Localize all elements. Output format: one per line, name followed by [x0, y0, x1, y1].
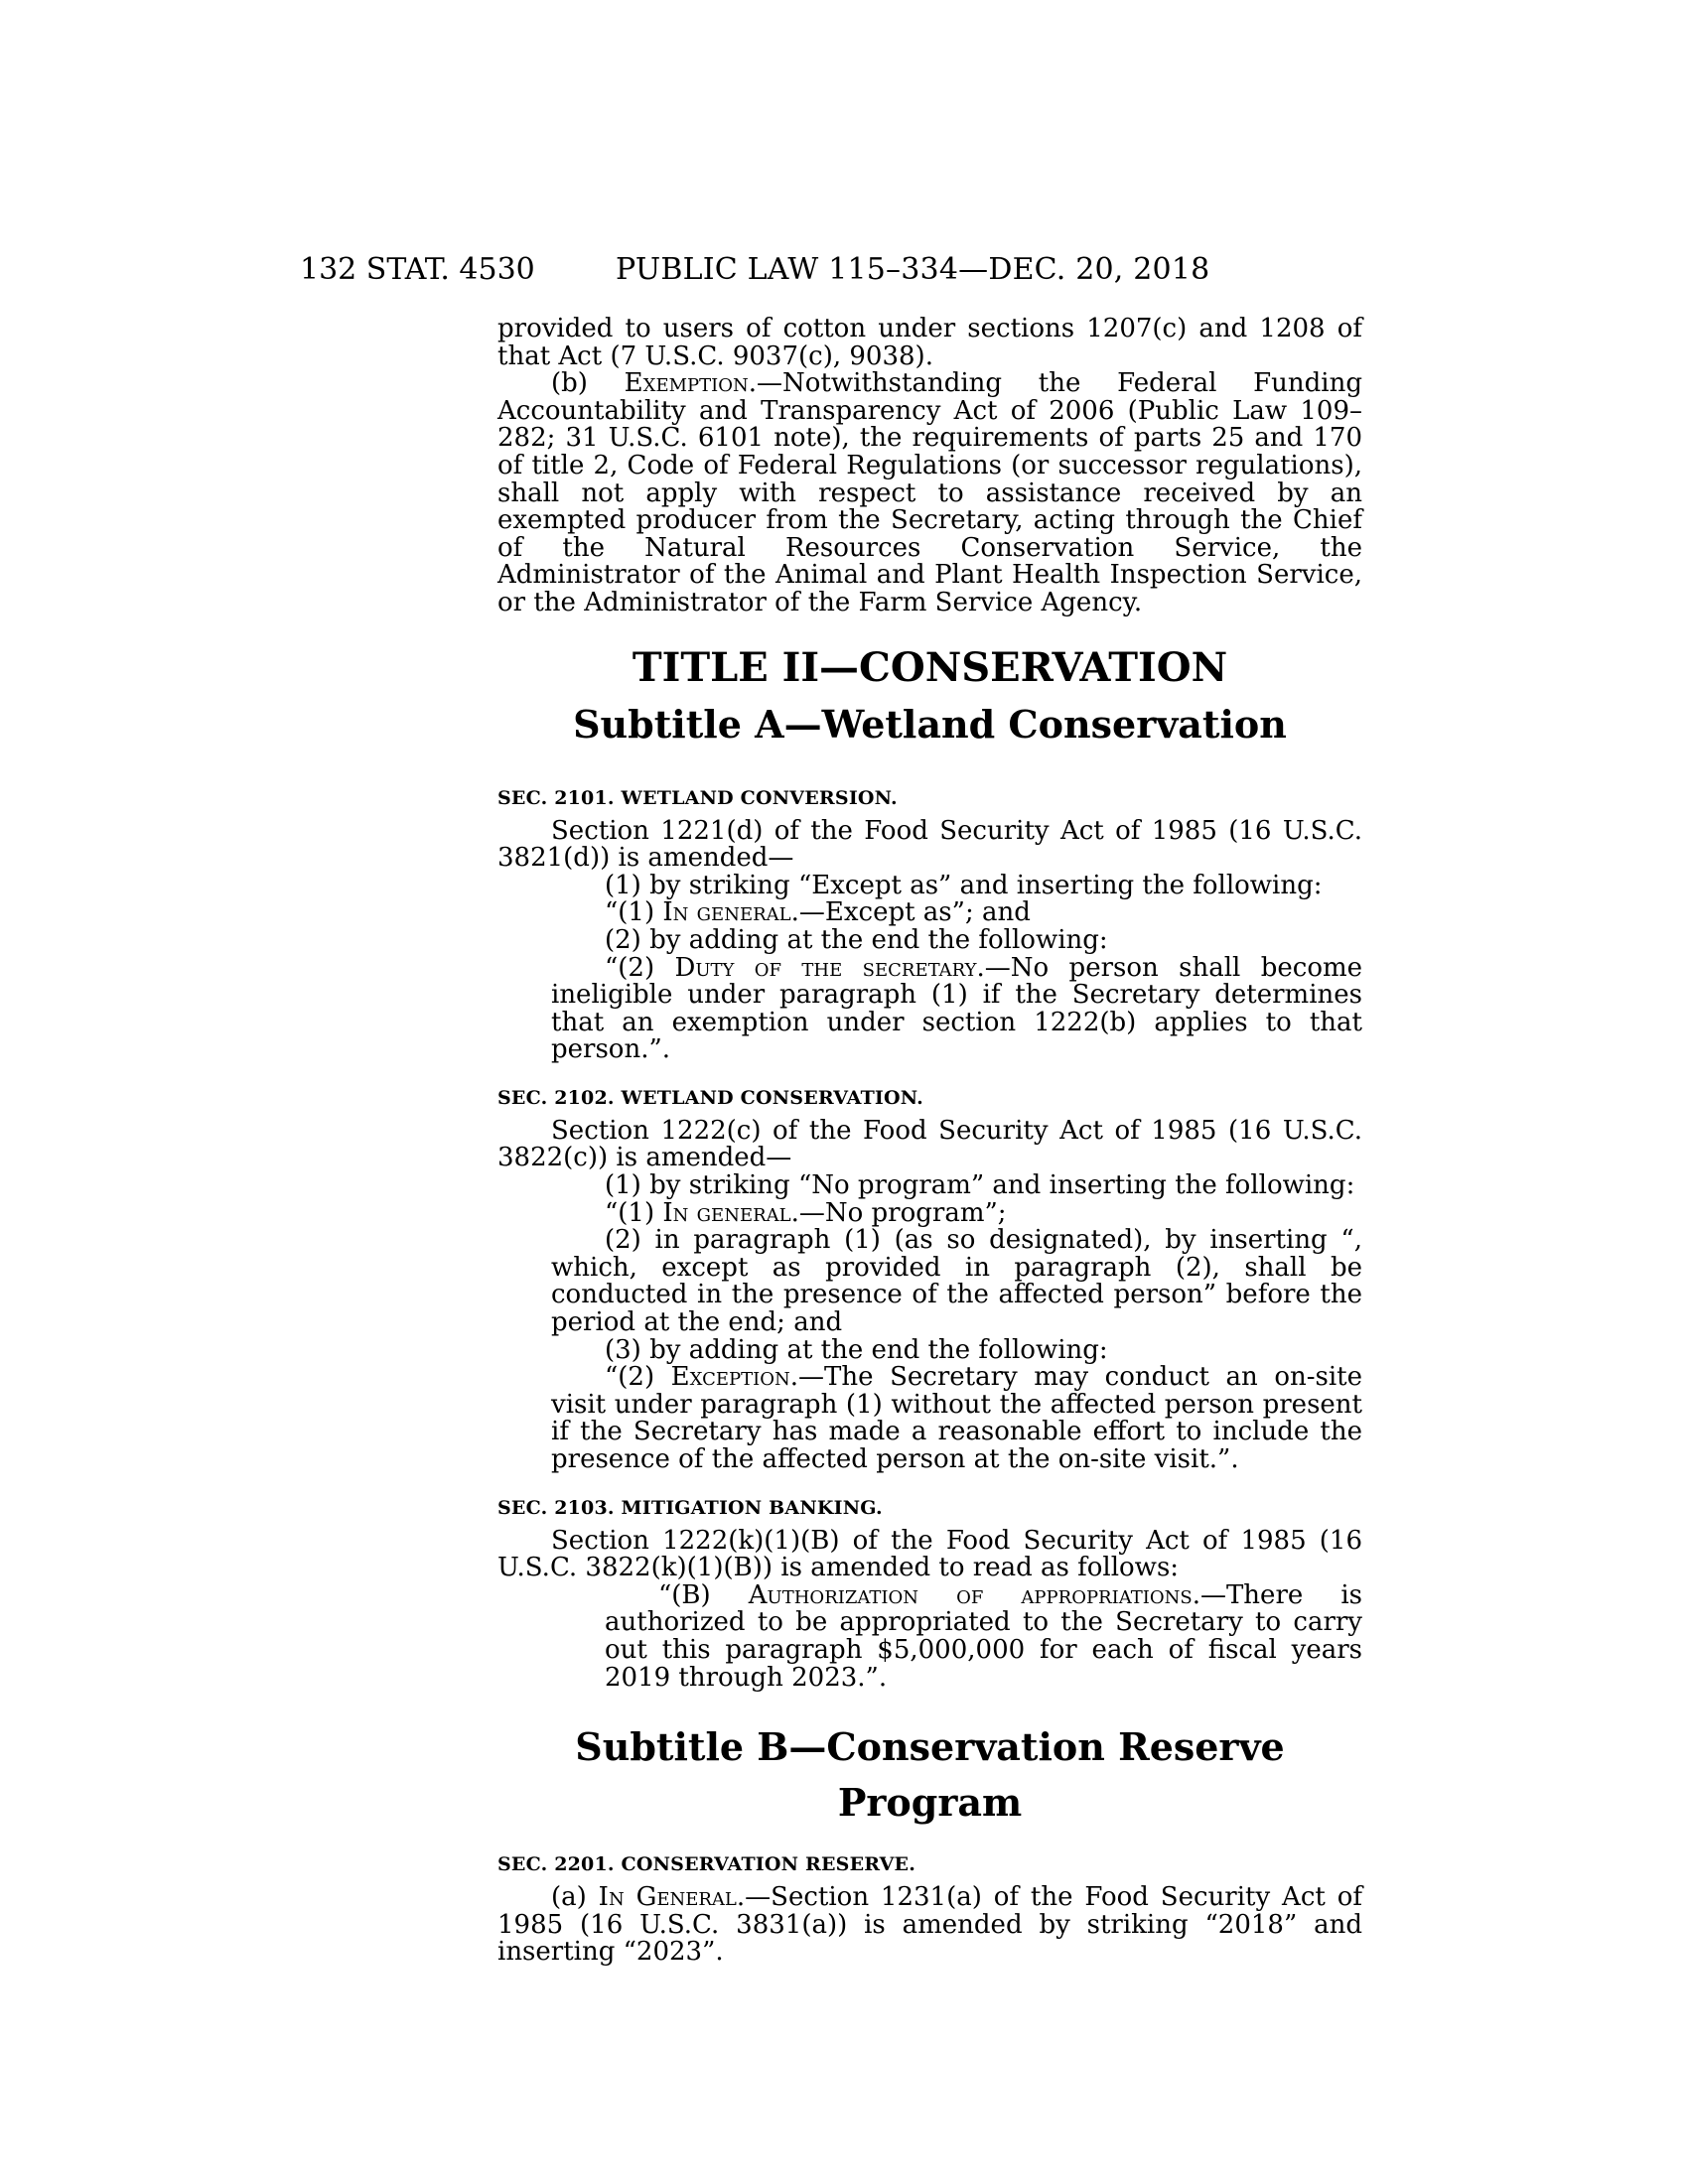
exemption-number: (b)	[551, 368, 625, 399]
sec-2103-paragraph: Section 1222(k)(1)(B) of the Food Security Act of 1985 (16 U.S.C. 3822(k)(1)(B)) is amended to read as follows:	[497, 1525, 1362, 1583]
title-heading: TITLE II—CONSERVATION	[632, 643, 1228, 691]
text-column	[497, 316, 1362, 1967]
running-head	[300, 252, 1372, 292]
quote-number: “(2)	[605, 952, 675, 983]
continuation-paragraph: provided to users of cotton under sections 1207(c) and 1208 of that Act (7 U.S.C. 9037(c), 9038).	[497, 314, 1362, 371]
sec-2102-heading: SEC. 2102. WETLAND CONSERVATION.	[497, 1086, 923, 1109]
quote-text: .—No person shall become ineligible under paragraph (1) if the Secretary determines that an exemption under section 1222(b) applies to that person.”.	[551, 952, 1363, 1065]
quote-label: In general	[662, 1197, 791, 1228]
subtitle-b-heading: Subtitle B—Conservation Reserve Program	[575, 1724, 1285, 1826]
paragraph-label: In General	[598, 1882, 737, 1913]
quote-label: In general	[662, 897, 791, 928]
sec-2101-paragraph: Section 1221(d) of the Food Security Act of 1985 (16 U.S.C. 3821(d)) is amended—	[497, 815, 1362, 874]
quote-label: Authorization of appropriations	[748, 1579, 1193, 1610]
quote-number: “(2)	[605, 1362, 671, 1393]
subtitle-a-heading: Subtitle A—Wetland Conservation	[573, 701, 1287, 747]
paragraph-text: .—Section 1231(a) of the Food Security Act of 1985 (16 U.S.C. 3831(a)) is amended by striking “2018” and inserting “2023”.	[497, 1882, 1362, 1968]
quote-text: .—No program”;	[790, 1197, 1007, 1228]
sec-2201-heading: SEC. 2201. CONSERVATION RESERVE.	[497, 1853, 916, 1876]
public-law-line: PUBLIC LAW 115–334—DEC. 20, 2018	[616, 252, 1210, 287]
sec-2101-heading: SEC. 2101. WETLAND CONVERSION.	[497, 786, 898, 809]
paragraph-number: (a)	[551, 1882, 599, 1913]
exemption-paragraph	[497, 370, 1362, 616]
sec-2102-paragraph: Section 1222(c) of the Food Security Act of 1985 (16 U.S.C. 3822(c)) is amended—	[497, 1115, 1362, 1173]
stat-page-number: 132 STAT. 4530	[300, 252, 535, 287]
sec-2101-item-2: (2) by adding at the end the following:	[605, 924, 1108, 955]
sec-2101-quote-2	[497, 952, 1363, 1065]
quote-label: Duty of the secretary	[674, 952, 977, 983]
sec-2103-heading: SEC. 2103. MITIGATION BANKING.	[497, 1496, 883, 1519]
sec-2102-item-3: (3) by adding at the end the following:	[605, 1334, 1108, 1365]
quote-text: .—Except as”; and	[790, 897, 1031, 928]
sec-2102-item-2: (2) in paragraph (1) (as so designated), by inserting “, which, except as provided in paragraph (2), shall be conducted in the presence of the affected person” before the period at the end; and	[551, 1225, 1362, 1338]
sec-2103-quote	[497, 1579, 1363, 1693]
sec-2101-item-1: (1) by striking “Except as” and inserting the following:	[605, 870, 1323, 900]
quote-text: .—The Secretary may conduct an on-site visit under paragraph (1) without the affected person present if the Secretary has made a reasonable effort to include the presence of the affected person at the on-site visit.”.	[551, 1362, 1363, 1474]
sec-2102-quote-1	[497, 1197, 1362, 1228]
sec-2101-quote-1	[497, 899, 1362, 927]
exemption-label: Exemption	[624, 368, 749, 399]
quote-text: .—There is authorized to be appropriated to the Secretary to carry out this paragraph $5,000,000 for each of fiscal years 2019 through 2023.”.	[605, 1579, 1363, 1693]
sec-2102-item-1: (1) by striking “No program” and inserting the following:	[605, 1170, 1355, 1201]
quote-label: Exception	[670, 1362, 790, 1393]
quote-number: “(B)	[658, 1579, 749, 1610]
quote-number: “(1)	[605, 897, 663, 928]
sec-2102-quote-2	[497, 1364, 1362, 1473]
quote-number: “(1)	[605, 1197, 663, 1228]
sec-2201-paragraph	[497, 1884, 1362, 1967]
exemption-text: .—Notwithstanding the Federal Funding Accountability and Transparency Act of 2006 (Public Law 109–282; 31 U.S.C. 6101 note), the requirements of parts 25 and 170 of title 2, Code of Federal Regulations (or successor regulations), shall not apply with respect to assistance received by an exempted producer from the Secretary, acting through the Chief of the Natural Resources Conservation Service, the Administrator of the Animal and Plant Health Inspection Service, or the Administrator of the Farm Service Agency.	[497, 368, 1362, 617]
